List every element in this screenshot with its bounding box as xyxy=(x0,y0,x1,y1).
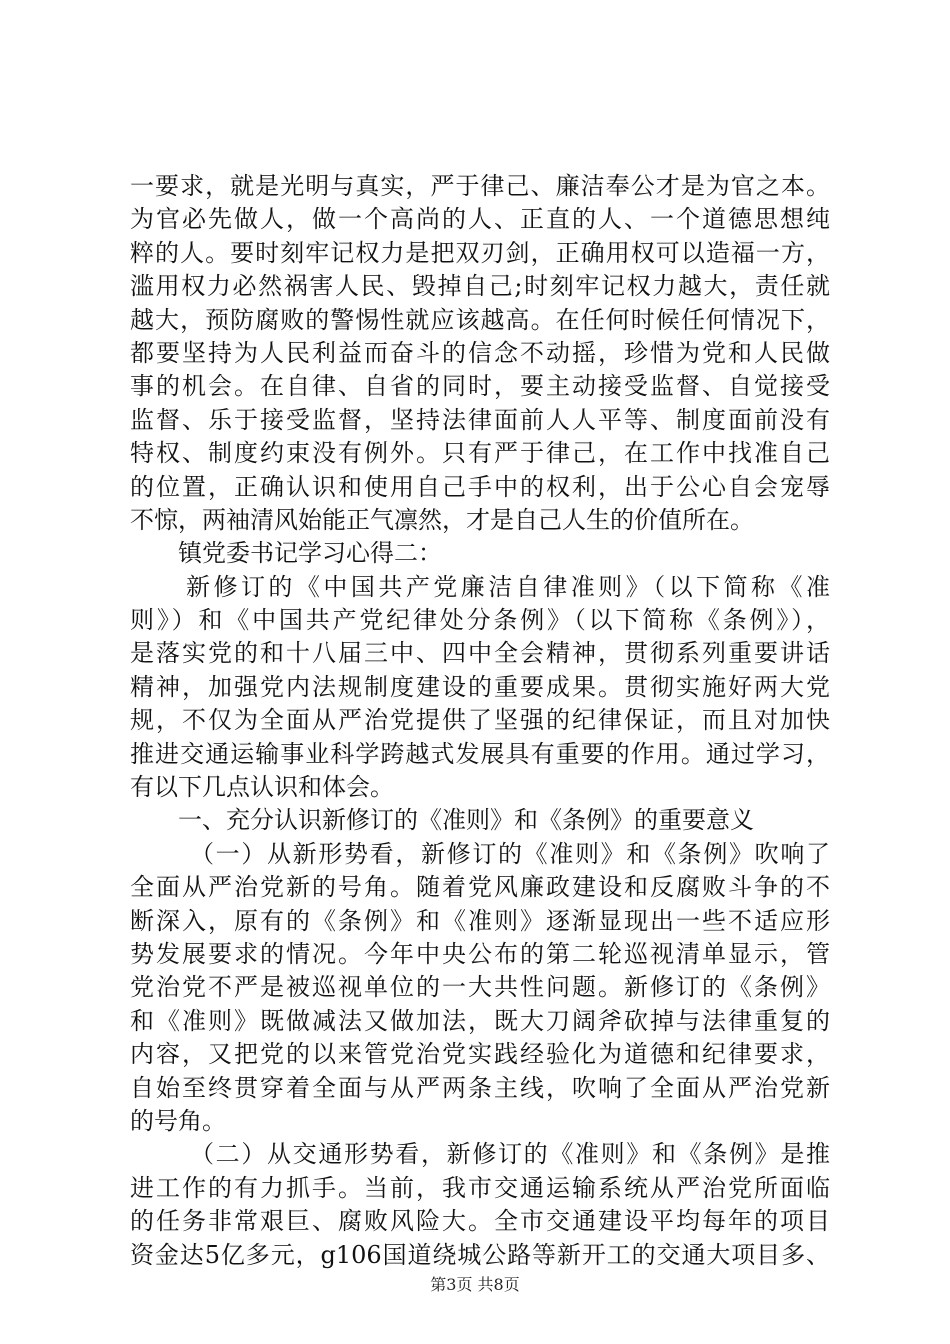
document-body xyxy=(130,170,830,1272)
page-footer: 第3页 共8页 xyxy=(430,1275,520,1294)
text-line: 推进交通运输事业科学跨越式发展具有重要的作用。通过学习， xyxy=(130,739,830,768)
text-line: 精神，加强党内法规制度建设的重要成果。贯彻实施好两大党 xyxy=(130,672,830,701)
text-line: 越大，预防腐败的警惕性就应该越高。在任何时候任何情况下， xyxy=(130,305,830,334)
text-line: 特权、制度约束没有例外。只有严于律己，在工作中找准自己 xyxy=(130,439,830,468)
text-line: 一要求，就是光明与真实，严于律己、廉洁奉公才是为官之本。 xyxy=(130,172,830,200)
text-line: 事的机会。在自律、自省的同时，要主动接受监督、自觉接受 xyxy=(130,372,830,401)
text-line: 的号角。 xyxy=(130,1106,226,1135)
text-line: 全面从严治党新的号角。随着党风廉政建设和反腐败斗争的不 xyxy=(130,873,830,902)
text-line: 新修订的《中国共产党廉洁自律准则》（以下简称《准 xyxy=(186,572,830,601)
text-line: 镇党委书记学习心得二： xyxy=(178,539,442,568)
text-line: 的位置，正确认识和使用自己手中的权利，出于公心自会宠辱 xyxy=(130,472,830,501)
text-line: 党治党不严是被巡视单位的一大共性问题。新修订的《条例》 xyxy=(130,973,830,1002)
text-line: 是落实党的和十八届三中、四中全会精神，贯彻系列重要讲话 xyxy=(130,639,830,668)
text-line: 粹的人。要时刻牢记权力是把双刃剑，正确用权可以造福一方， xyxy=(130,238,830,267)
text-line: 有以下几点认识和体会。 xyxy=(130,773,394,802)
text-line: 监督、乐于接受监督，坚持法律面前人人平等、制度面前没有 xyxy=(130,405,830,434)
text-line: 和《准则》既做减法又做加法，既大刀阔斧砍掉与法律重复的 xyxy=(130,1006,830,1035)
text-line: 内容，又把党的以来管党治党实践经验化为道德和纪律要求， xyxy=(130,1040,830,1069)
text-line: 自始至终贯穿着全面与从严两条主线，吹响了全面从严治党新 xyxy=(130,1073,830,1102)
text-line: 断深入，原有的《条例》和《准则》逐渐显现出一些不适应形 xyxy=(130,906,830,935)
text-line: （二）从交通形势看，新修订的《准则》和《条例》是推 xyxy=(190,1140,830,1169)
text-line: 则》）和《中国共产党纪律处分条例》（以下简称《条例》）， xyxy=(130,606,830,635)
text-line: 资金达5亿多元，g106国道绕城公路等新开工的交通大项目多、 xyxy=(130,1240,830,1269)
text-line: 规，不仅为全面从严治党提供了坚强的纪律保证，而且对加快 xyxy=(130,706,830,735)
text-line: 势发展要求的情况。今年中央公布的第二轮巡视清单显示，管 xyxy=(130,939,830,968)
text-line: 为官必先做人，做一个高尚的人、正直的人、一个道德思想纯 xyxy=(130,205,830,234)
text-line: 的任务非常艰巨、腐败风险大。全市交通建设平均每年的项目 xyxy=(130,1207,830,1236)
text-line: 滥用权力必然祸害人民、毁掉自己;时刻牢记权力越大，责任就 xyxy=(130,272,830,301)
text-line: 不惊，两袖清风始能正气凛然，才是自己人生的价值所在。 xyxy=(130,505,754,534)
text-line: 都要坚持为人民利益而奋斗的信念不动摇，珍惜为党和人民做 xyxy=(130,338,830,367)
text-line: 一、充分认识新修订的《准则》和《条例》的重要意义 xyxy=(178,806,754,835)
text-line: （一）从新形势看，新修订的《准则》和《条例》吹响了 xyxy=(190,839,830,868)
text-line: 进工作的有力抓手。当前，我市交通运输系统从严治党所面临 xyxy=(130,1173,830,1202)
